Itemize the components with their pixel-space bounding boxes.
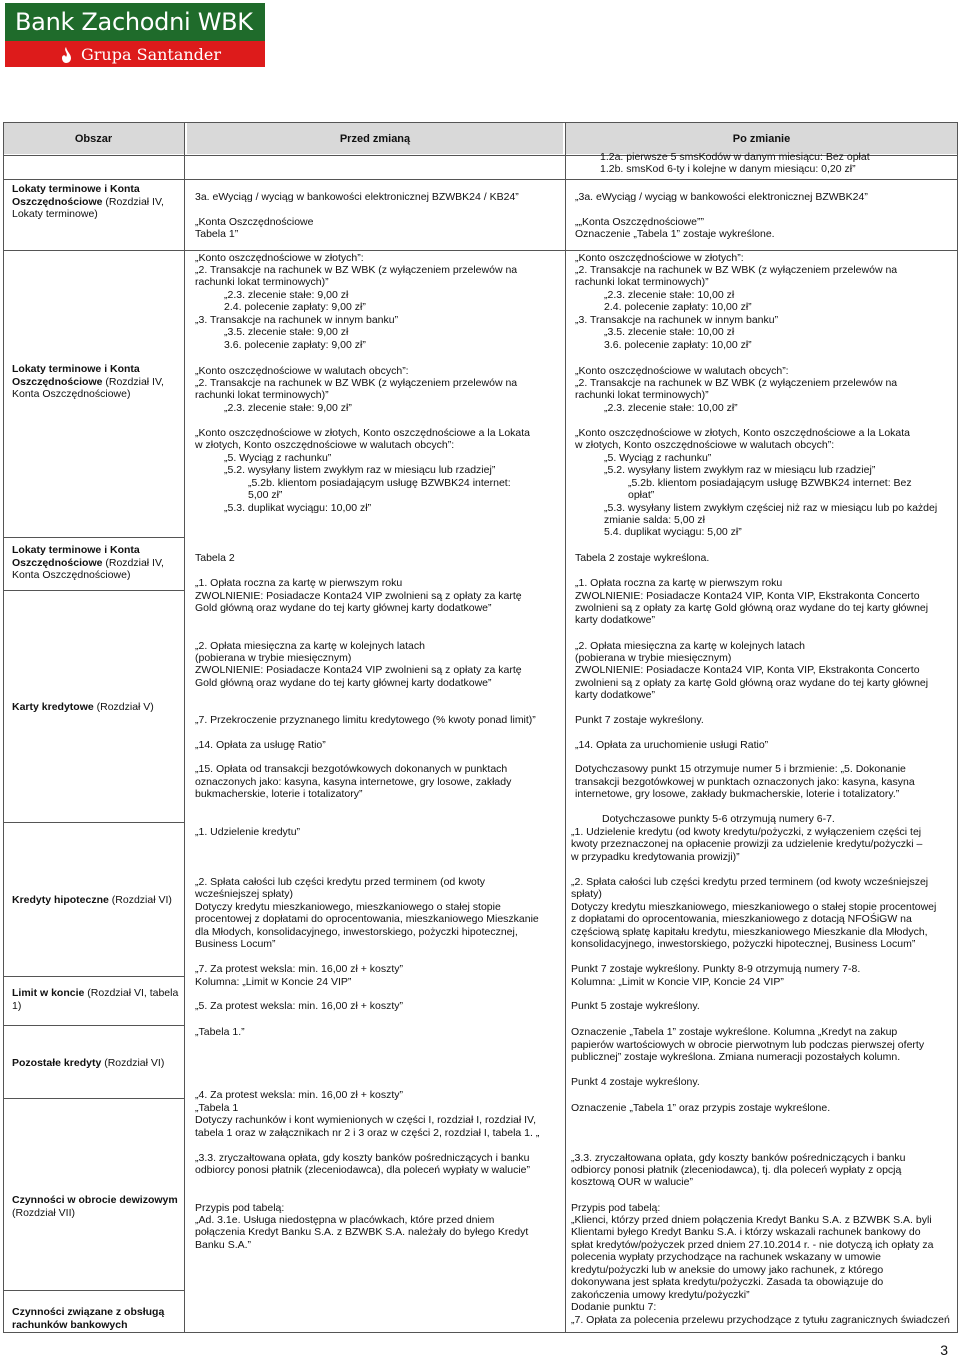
before-text-line: „1. Opłata roczna za kartę w pierwszym roku (195, 577, 403, 589)
after-text-line: „Konto oszczędnościowe w walutach obcych”: (575, 365, 789, 377)
after-text-line: Klientami byłego Kredyt Banku S.A. i którzy wskazali rachunek bankowy do (571, 1226, 921, 1238)
after-text-line: Dotychczasowy punkt 15 otrzymuje numer 5 i brzmienie: „5. Dokonanie (575, 763, 906, 775)
row-label (12, 183, 180, 221)
after-text-line: rachunki lokat terminowych)” (575, 389, 709, 401)
after-text-line: odbiorcy ponosi płatnik (zleceniodawca), tj. dla poleceń wypłaty z opcją (571, 1164, 902, 1176)
after-text-line: kwoty przeznaczonej na opłacenie prowizji za udzielenie kredytu/pożyczki – (571, 838, 923, 850)
row-label-bold: Czynności w obrocie dewizowym (12, 1194, 178, 1206)
grid-hline (3, 822, 185, 823)
grid-vline (565, 122, 566, 1333)
after-text-line: 1.2b. smsKod 6-ty i kolejne w danym miesiącu: 0,20 zł” (600, 163, 856, 175)
after-text-line: „14. Opłata za uruchomienie usługi Ratio” (575, 739, 769, 751)
after-text-line: publicznej” zostaje wykreślona. Zmiana numeracji pozostałych kolumn. (571, 1051, 901, 1063)
before-text-line: oznaczonych jako: kasyna, kasyna internetowe, gry losowe, zakłady (195, 776, 512, 788)
before-text-line: „Konto oszczędnościowe w złotych, Konto oszczędnościowe a la Lokata (195, 427, 531, 439)
after-text-line: „3a. eWyciąg / wyciąg w bankowości elektronicznej BZWBK24” (575, 191, 868, 203)
row-label (12, 987, 180, 1012)
row-label-bold: Kredyty hipoteczne (12, 894, 109, 906)
after-text-line: z dopłatami do oprocentowania, mieszkaniowego z dotacją NFOŚiGW na (571, 913, 912, 925)
logo-group-name: Grupa Santander (81, 45, 222, 64)
after-text-line: „2. Transakcje na rachunek w BZ WBK (z wyłączeniem przelewów na (575, 377, 898, 389)
row-label-rest: (Rozdział V) (93, 701, 154, 713)
grid-hline (3, 590, 185, 591)
after-text-line: „Konto oszczędnościowe w złotych, Konto oszczędnościowe a la Lokata (575, 427, 911, 439)
row-label-rest: (Rozdział VI) (101, 1057, 165, 1069)
grid-hline (3, 537, 185, 538)
before-text-line: „3.3. zryczałtowana opłata, gdy koszty banków pośredniczących i banku (195, 1152, 530, 1164)
after-text-line: Tabela 2 zostaje wykreślona. (575, 552, 710, 564)
row-label (12, 701, 180, 714)
before-text-line: „2.3. zlecenie stałe: 9,00 zł (224, 289, 349, 301)
after-text-line: Oznaczenie „Tabela 1” oraz przypis zostaje wykreślone. (571, 1102, 831, 1114)
before-text-line: „5. Za protest weksla: min. 16,00 zł + koszty” (195, 1000, 404, 1012)
after-text-line: częściową spłatę kapitału kredytu, mieszkaniowego Mieszkanie dla Młodych, (571, 926, 928, 938)
after-text-line: zakończenia umowy kredytu/pożyczki” (571, 1289, 750, 1301)
after-text-line: „3. Transakcje na rachunek w innym banku” (575, 314, 779, 326)
after-text-line: transakcji bezgotówkowej w punktach oznaczonych jako: kasyna, kasyna (575, 776, 915, 788)
after-text-line: Punkt 7 zostaje wykreślony. Punkty 8-9 otrzymują numery 7-8. (571, 963, 861, 975)
grid-hline (3, 250, 958, 251)
before-text-line: odbiorcy ponosi płatnik (zleceniodawca), dla poleceń wypłaty w walucie” (195, 1164, 531, 1176)
row-label (12, 544, 180, 582)
before-text-line: „2. Opłata miesięczna za kartę w kolejnych latach (195, 640, 425, 652)
before-text-line: Przypis pod tabelą: (195, 1202, 285, 1214)
after-text-line: Punkt 5 zostaje wykreślony. (571, 1000, 700, 1012)
before-text-line: 5,00 zł” (248, 489, 283, 501)
after-text-line: kredytu/pożyczki lub w aneksie do umowy jako rachunek, z którego (571, 1264, 884, 1276)
header-before: Przed zmianą (339, 133, 411, 145)
row-label-rest: (Rozdział IV, Konta Oszczędnościowe) (12, 375, 164, 401)
before-text-line: „14. Opłata za usługę Ratio” (195, 739, 326, 751)
before-text-line: „Tabela 1.” (195, 1026, 245, 1038)
before-text-line: tabela 1 oraz w załącznikach nr 2 i 3 oraz w części 2, rozdział I, tabela 1. „ (195, 1127, 540, 1139)
before-text-line: „5.2b. klientom posiadającym usługę BZWBK24 internet: (248, 477, 511, 489)
before-text-line: „5.3. duplikat wyciągu: 10,00 zł” (224, 502, 372, 514)
after-text-line: 2.4. polecenie zapłaty: 10,00 zł” (604, 301, 752, 313)
grid-hline (3, 1290, 185, 1291)
after-text-line: Oznaczenie „Tabela 1” zostaje wykreślone. (575, 228, 775, 240)
row-label (12, 1057, 180, 1070)
row-label-rest: (Rozdział IV, Lokaty terminowe) (12, 195, 164, 221)
santander-flame-icon (57, 46, 75, 64)
header-area: Obszar (74, 133, 113, 145)
before-text-line: Kolumna: „Limit w Koncie 24 VIP” (195, 976, 352, 988)
after-text-line: spłat kredytów/pożyczek przed dniem 27.10.2014 r. - nie dotyczą ich opłaty za (571, 1239, 934, 1251)
grid-hline (3, 976, 185, 977)
after-text-line: karty dodatkowe” (575, 689, 655, 701)
after-text-line: ZWOLNIENIE: Posiadacze Konta24 VIP, Konta VIP, Ekstrakonta Concerto (575, 590, 920, 602)
after-text-line: „Konto oszczędnościowe w złotych”: (575, 252, 744, 264)
before-text-line: „4. Za protest weksla: min. 16,00 zł + koszty” (195, 1089, 404, 1101)
after-text-line: „5.2. wysyłany listem zwykłym raz w miesiącu lub rzadziej” (604, 464, 876, 476)
before-text-line: ZWOLNIENIE: Posiadacze Konta24 VIP zwolnieni są z opłaty za kartę (195, 664, 522, 676)
after-text-line: „2. Opłata miesięczna za kartę w kolejnych latach (575, 640, 805, 652)
after-text-line: dokonywana jest spłata kredytu/pożyczki. Zasada ta obowiązuje do (571, 1276, 884, 1288)
after-text-line: karty dodatkowe” (575, 614, 655, 626)
before-text-line: dla Młodych, konsolidacyjnego, inwestorskiego, pożyczki hipotecznej, (195, 926, 518, 938)
after-text-line: spłaty) (571, 888, 602, 900)
row-label-rest: (Rozdział VI, tabela 1) (12, 987, 179, 1012)
before-text-line: ZWOLNIENIE: Posiadacze Konta24 VIP zwolnieni są z opłaty za kartę (195, 590, 522, 602)
after-text-line: w złotych, Konto oszczędnościowe w walutach obcych”: (575, 439, 835, 451)
before-text-line: „3. Transakcje na rachunek w innym banku” (195, 314, 399, 326)
before-text-line: „2. Transakcje na rachunek w BZ WBK (z wyłączeniem przelewów na (195, 377, 518, 389)
grid-vline (3, 122, 4, 1333)
after-text-line: Oznaczenie „Tabela 1” zostaje wykreślone. Kolumna „Kredyt na zakup (571, 1026, 898, 1038)
after-text-line: „2.3. zlecenie stałe: 10,00 zł (604, 289, 735, 301)
grid-vline (957, 122, 958, 1333)
after-text-line: Przypis pod tabelą: (571, 1202, 661, 1214)
after-text-line: „„Konta Oszczędnościowe”” (575, 216, 704, 228)
after-text-line: 1.2a. pierwsze 5 smsKodów w danym miesiącu: Bez opłat (600, 151, 870, 163)
row-label-bold: Lokaty terminowe i Konta Oszczędnościowe (12, 544, 140, 569)
before-text-line: rachunki lokat terminowych)” (195, 276, 329, 288)
before-text-line: Tabela 1” (195, 228, 239, 240)
before-text-line: bukmacherskie, loterie i totalizatory” (195, 788, 363, 800)
before-text-line: „Konto oszczędnościowe w walutach obcych”: (195, 365, 409, 377)
after-text-line: polecenia wypłaty przychodzące na rachunek wskazany w umowie (571, 1251, 881, 1263)
before-text-line: w złotych, Konto oszczędnościowe w walutach obcych”: (195, 439, 455, 451)
page-number: 3 (940, 1342, 948, 1358)
before-text-line: „7. Za protest weksla: min. 16,00 zł + koszty” (195, 963, 404, 975)
logo-bank-name: Bank Zachodni WBK (15, 8, 253, 36)
row-label-bold: Limit w koncie (12, 987, 85, 999)
after-text-line: „2. Transakcje na rachunek w BZ WBK (z wyłączeniem przelewów na (575, 264, 898, 276)
grid-hline (3, 1098, 185, 1099)
after-text-line: ZWOLNIENIE: Posiadacze Konta24 VIP, Konta VIP, Ekstrakonta Concerto (575, 664, 920, 676)
after-text-line: kosztową OUR w walucie” (571, 1176, 693, 1188)
after-text-line: „1. Opłata roczna za kartę w pierwszym roku (575, 577, 783, 589)
bank-logo (5, 3, 265, 67)
after-text-line: „5.3. wysyłany listem zwykłym częściej niż raz w miesiącu lub po każdej (604, 502, 938, 514)
after-text-line: internetowe, gry losowe, zakłady bukmacherskie, loterie i totalizatory.” (575, 788, 900, 800)
before-text-line: „7. Przekroczenie przyznanego limitu kredytowego (% kwoty ponad limit)” (195, 714, 536, 726)
grid-hline (3, 1025, 185, 1026)
after-text-line: Dotyczy kredytu mieszkaniowego, mieszkaniowego o stałej stopie procentowej (571, 901, 937, 913)
after-text-line: zwolnieni są z opłaty za kartę Gold główną oraz wydane do tej karty głównej (575, 602, 929, 614)
before-text-line: „Konto oszczędnościowe w złotych”: (195, 252, 364, 264)
before-text-line: wcześniejszej spłaty) (195, 888, 294, 900)
after-text-line: „Klienci, którzy przed dniem połączenia Kredyt Banku S.A. z BZWBK S.A. byli (571, 1214, 932, 1226)
before-text-line: „Konta Oszczędnościowe (195, 216, 314, 228)
before-text-line: rachunki lokat terminowych)” (195, 389, 329, 401)
row-label-bold: Lokaty terminowe i Konta Oszczędnościowe (12, 363, 140, 388)
after-text-line: „5.2b. klientom posiadającym usługę BZWBK24 internet: Bez (628, 477, 912, 489)
after-text-line: „3.5. zlecenie stałe: 10,00 zł (604, 326, 735, 338)
row-label (12, 1306, 180, 1331)
grid-hline (3, 179, 958, 180)
before-text-line: Banku S.A.” (195, 1239, 252, 1251)
after-text-line: „7. Opłata za polecenia przelewu przychodzące z tytułu zagranicznych świadczeń (571, 1314, 950, 1326)
before-text-line: „3.5. zlecenie stałe: 9,00 zł (224, 326, 349, 338)
before-text-line: „5.2. wysyłany listem zwykłym raz w miesiącu lub rzadziej” (224, 464, 496, 476)
after-text-line: „2. Spłata całości lub części kredytu przed terminem (od kwoty wcześniejszej (571, 876, 929, 888)
after-text-line: papierów wartościowych w obrocie pierwotnym lub podczas pierwszej oferty (571, 1039, 925, 1051)
after-text-line: Dotychczasowe punkty 5-6 otrzymują numery 6-7. (602, 813, 835, 825)
row-label-rest: (Rozdział IV, Konta Oszczędnościowe) (12, 556, 164, 582)
row-label (12, 894, 180, 907)
after-text-line: opłat” (628, 489, 655, 501)
after-text-line: zmianie salda: 5,00 zł (604, 514, 705, 526)
row-label-bold: Pozostałe kredyty (12, 1057, 102, 1069)
before-text-line: Dotyczy kredytu mieszkaniowego, mieszkaniowego o stałej stopie (195, 901, 501, 913)
after-text-line: „3.3. zryczałtowana opłata, gdy koszty banków pośredniczących i banku (571, 1152, 906, 1164)
before-text-line: Dotyczy rachunków i kont wymienionych w części I, rozdział I, rozdział IV, (195, 1114, 536, 1126)
before-text-line: „Tabela 1 (195, 1102, 239, 1114)
row-label-bold: Czynności związane z obsługą rachunków bankowych (12, 1306, 165, 1331)
row-label-bold: Lokaty terminowe i Konta Oszczędnościowe (12, 183, 140, 208)
after-text-line: Punkt 7 zostaje wykreślony. (575, 714, 704, 726)
grid-vline (184, 122, 185, 1333)
row-label (12, 1194, 180, 1219)
after-text-line: zwolnieni są z opłaty za kartę Gold główną oraz wydane do tej karty głównej (575, 677, 929, 689)
before-text-line: „2. Spłata całości lub części kredytu przed terminem (od kwoty (195, 876, 486, 888)
before-text-line: (pobierana w trybie miesięcznym) (195, 652, 352, 664)
before-text-line: Business Locum” (195, 938, 276, 950)
before-text-line: połączenia Kredyt Banku S.A. z BZWBK S.A. należały do byłego Kredyt (195, 1226, 529, 1238)
before-text-line: 2.4. polecenie zapłaty: 9,00 zł” (224, 301, 366, 313)
after-text-line: Dodanie punktu 7: (571, 1301, 657, 1313)
after-text-line: „2.3. zlecenie stałe: 10,00 zł” (604, 402, 738, 414)
after-text-line: Kolumna: „Limit w Koncie VIP, Koncie 24 VIP” (571, 976, 784, 988)
after-text-line: 5.4. duplikat wyciągu: 5,00 zł” (604, 526, 742, 538)
row-label-bold: Karty kredytowe (12, 701, 94, 713)
after-text-line: „5. Wyciąg z rachunku” (604, 452, 712, 464)
before-text-line: 3.6. polecenie zapłaty: 9,00 zł” (224, 339, 366, 351)
before-text-line: 3a. eWyciąg / wyciąg w bankowości elektronicznej BZWBK24 / KB24” (195, 191, 519, 203)
after-text-line: Punkt 4 zostaje wykreślony. (571, 1076, 700, 1088)
before-text-line: Gold główną oraz wydane do tej karty głównej karty dodatkowe” (195, 602, 492, 614)
row-label-rest: (Rozdział VII) (12, 1206, 76, 1219)
grid-hline (3, 122, 958, 123)
after-text-line: 3.6. polecenie zapłaty: 10,00 zł” (604, 339, 752, 351)
before-text-line: Gold główną oraz wydane do tej karty głównej karty dodatkowe” (195, 677, 492, 689)
before-text-line: „15. Opłata od transakcji bezgotówkowych dokonanych w punktach (195, 763, 508, 775)
after-text-line: w przypadku kredytowania prowizji)” (571, 851, 740, 863)
before-text-line: procentowej z dopłatami do oprocentowania, mieszkaniowego Mieszkanie (195, 913, 539, 925)
before-text-line: „2.3. zlecenie stałe: 9,00 zł” (224, 402, 352, 414)
row-label (12, 363, 180, 401)
after-text-line: konsolidacyjnego, inwestorskiego, pożyczki hipotecznej, Business Locum” (571, 938, 916, 950)
before-text-line: „1. Udzielenie kredytu” (195, 826, 301, 838)
after-text-line: rachunki lokat terminowych)” (575, 276, 709, 288)
before-text-line: Tabela 2 (195, 552, 235, 564)
before-text-line: „Ad. 3.1e. Usługa niedostępna w placówkach, które przed dniem (195, 1214, 495, 1226)
row-label-rest: (Rozdział VI) (108, 894, 172, 906)
before-text-line: „5. Wyciąg z rachunku” (224, 452, 332, 464)
before-text-line: „2. Transakcje na rachunek w BZ WBK (z wyłączeniem przelewów na (195, 264, 518, 276)
after-text-line: (pobierana w trybie miesięcznym) (575, 652, 732, 664)
grid-hline (3, 1332, 958, 1333)
after-text-line: „1. Udzielenie kredytu (od kwoty kredytu/pożyczki, z wyłączeniem części tej (571, 826, 922, 838)
header-after: Po zmianie (732, 133, 791, 145)
